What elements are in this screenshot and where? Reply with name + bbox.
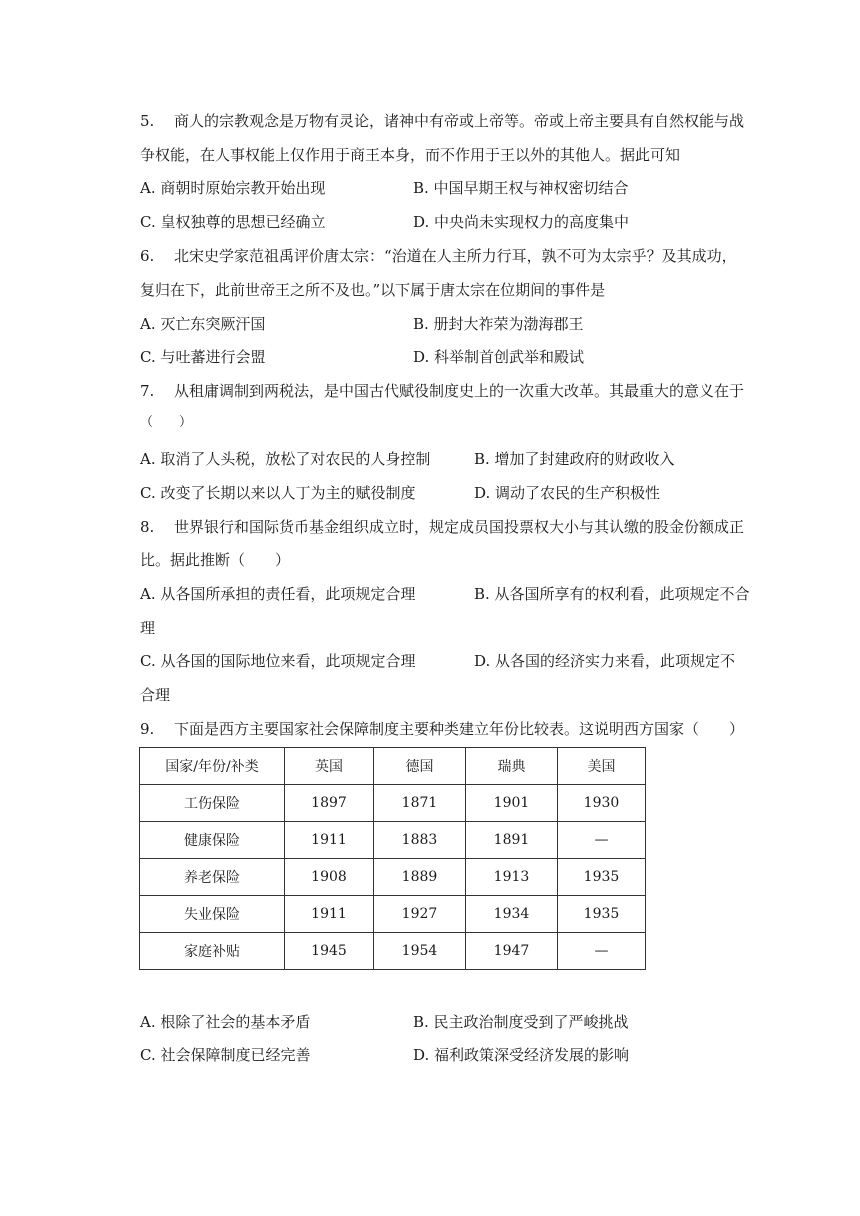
q5-option-a: A. 商朝时原始宗教开始出现 (140, 179, 326, 197)
q6-stem-line2: 复归在下，此前世帝王之所不及也。”以下属于唐太宗在位期间的事件是 (140, 281, 606, 299)
table-cell: 1947 (466, 933, 558, 970)
q6-option-b: B. 册封大祚荣为渤海郡王 (413, 315, 584, 333)
q7-number: 7. (140, 382, 155, 400)
table-row (140, 933, 646, 970)
q8-stem-line1: 8. 世界银行和国际货币基金组织成立时，规定成员国投票权大小与其认缴的股金份额成正 (140, 518, 745, 536)
table-row (140, 822, 646, 859)
q5-option-b: B. 中国早期王权与神权密切结合 (413, 179, 629, 197)
q7-stem-line1: 7. 从租庸调制到两税法，是中国古代赋役制度史上的一次重大改革。其最重大的意义在于 (140, 382, 745, 400)
q7-option-d: D. 调动了农民的生产积极性 (474, 484, 661, 502)
table-cell: 1911 (285, 822, 374, 859)
q9-option-b: B. 民主政治制度受到了严峻挑战 (413, 1013, 629, 1031)
table-cell: 1930 (558, 785, 646, 822)
table-cell: 1945 (285, 933, 374, 970)
q6-stem-line1: 6. 北宋史学家范祖禹评价唐太宗：“治道在人主所力行耳，孰不可为太宗乎？及其成功， (140, 247, 737, 265)
q9-option-d: D. 福利政策深受经济发展的影响 (413, 1046, 630, 1064)
q8-number: 8. (140, 518, 155, 536)
q9-number: 9. (140, 720, 155, 738)
q8-option-c: C. 从各国的国际地位来看，此项规定合理 (140, 652, 416, 670)
q7-stem-line2: （ ） (140, 415, 193, 430)
table-cell: 1908 (285, 859, 374, 896)
q9-stem: 9. 下面是西方主要国家社会保障制度主要种类建立年份比较表。这说明西方国家（ ） (140, 720, 745, 738)
q8-option-a: A. 从各国所承担的责任看，此项规定合理 (140, 585, 416, 603)
table-cell: 1883 (374, 822, 466, 859)
q9-option-c: C. 社会保障制度已经完善 (140, 1046, 311, 1064)
table-cell: 1911 (285, 896, 374, 933)
table-header-cell: 瑞典 (466, 748, 558, 785)
table-cell: 失业保险 (140, 896, 285, 933)
q8-stem-line2: 比。据此推断（ ） (140, 551, 291, 569)
table-cell: 1935 (558, 859, 646, 896)
table-header-cell: 国家/年份/补类 (140, 748, 285, 785)
social-security-table (139, 747, 646, 970)
table-row (140, 896, 646, 933)
q7-option-c: C. 改变了长期以来以人丁为主的赋役制度 (140, 484, 416, 502)
q5-stem-line1: 5. 商人的宗教观念是万物有灵论，诸神中有帝或上帝等。帝或上帝主要具有自然权能与战 (140, 112, 745, 130)
q7-option-a: A. 取消了人头税，放松了对农民的人身控制 (140, 450, 431, 468)
table-row (140, 785, 646, 822)
table-cell: 养老保险 (140, 859, 285, 896)
table-cell: 1934 (466, 896, 558, 933)
q8-option-b: B. 从各国所享有的权利看，此项规定不合 (474, 585, 750, 603)
q6-option-a: A. 灭亡东突厥汗国 (140, 315, 266, 333)
table-header-cell: 美国 (558, 748, 646, 785)
table-cell: 工伤保险 (140, 785, 285, 822)
table-cell: 1927 (374, 896, 466, 933)
q5-option-d: D. 中央尚未实现权力的高度集中 (413, 213, 630, 231)
table-cell: 健康保险 (140, 822, 285, 859)
q9-option-a: A. 根除了社会的基本矛盾 (140, 1013, 311, 1031)
table-cell: 1871 (374, 785, 466, 822)
table-cell: 1901 (466, 785, 558, 822)
q6-option-d: D. 科举制首创武举和殿试 (413, 348, 585, 366)
table-cell: 1935 (558, 896, 646, 933)
table-header-row (140, 748, 646, 785)
table-cell: 1891 (466, 822, 558, 859)
table-cell: 1913 (466, 859, 558, 896)
q5-number: 5. (140, 112, 155, 130)
q7-option-b: B. 增加了封建政府的财政收入 (474, 450, 675, 468)
table-row (140, 859, 646, 896)
table-header-cell: 英国 (285, 748, 374, 785)
q8-option-b-continued: 理 (140, 619, 156, 637)
table-cell: 1889 (374, 859, 466, 896)
q5-stem-line2: 争权能，在人事权能上仅作用于商王本身，而不作用于王以外的其他人。据此可知 (140, 146, 681, 164)
table-cell: — (558, 822, 646, 859)
q5-option-c: C. 皇权独尊的思想已经确立 (140, 213, 326, 231)
q6-number: 6. (140, 247, 155, 265)
q6-option-c: C. 与吐蕃进行会盟 (140, 348, 266, 366)
table-cell: — (558, 933, 646, 970)
table-cell: 1954 (374, 933, 466, 970)
table-cell: 家庭补贴 (140, 933, 285, 970)
table-cell: 1897 (285, 785, 374, 822)
table-header-cell: 德国 (374, 748, 466, 785)
q8-option-d: D. 从各国的经济实力来看，此项规定不 (474, 652, 736, 670)
q8-option-d-continued: 合理 (140, 686, 171, 704)
